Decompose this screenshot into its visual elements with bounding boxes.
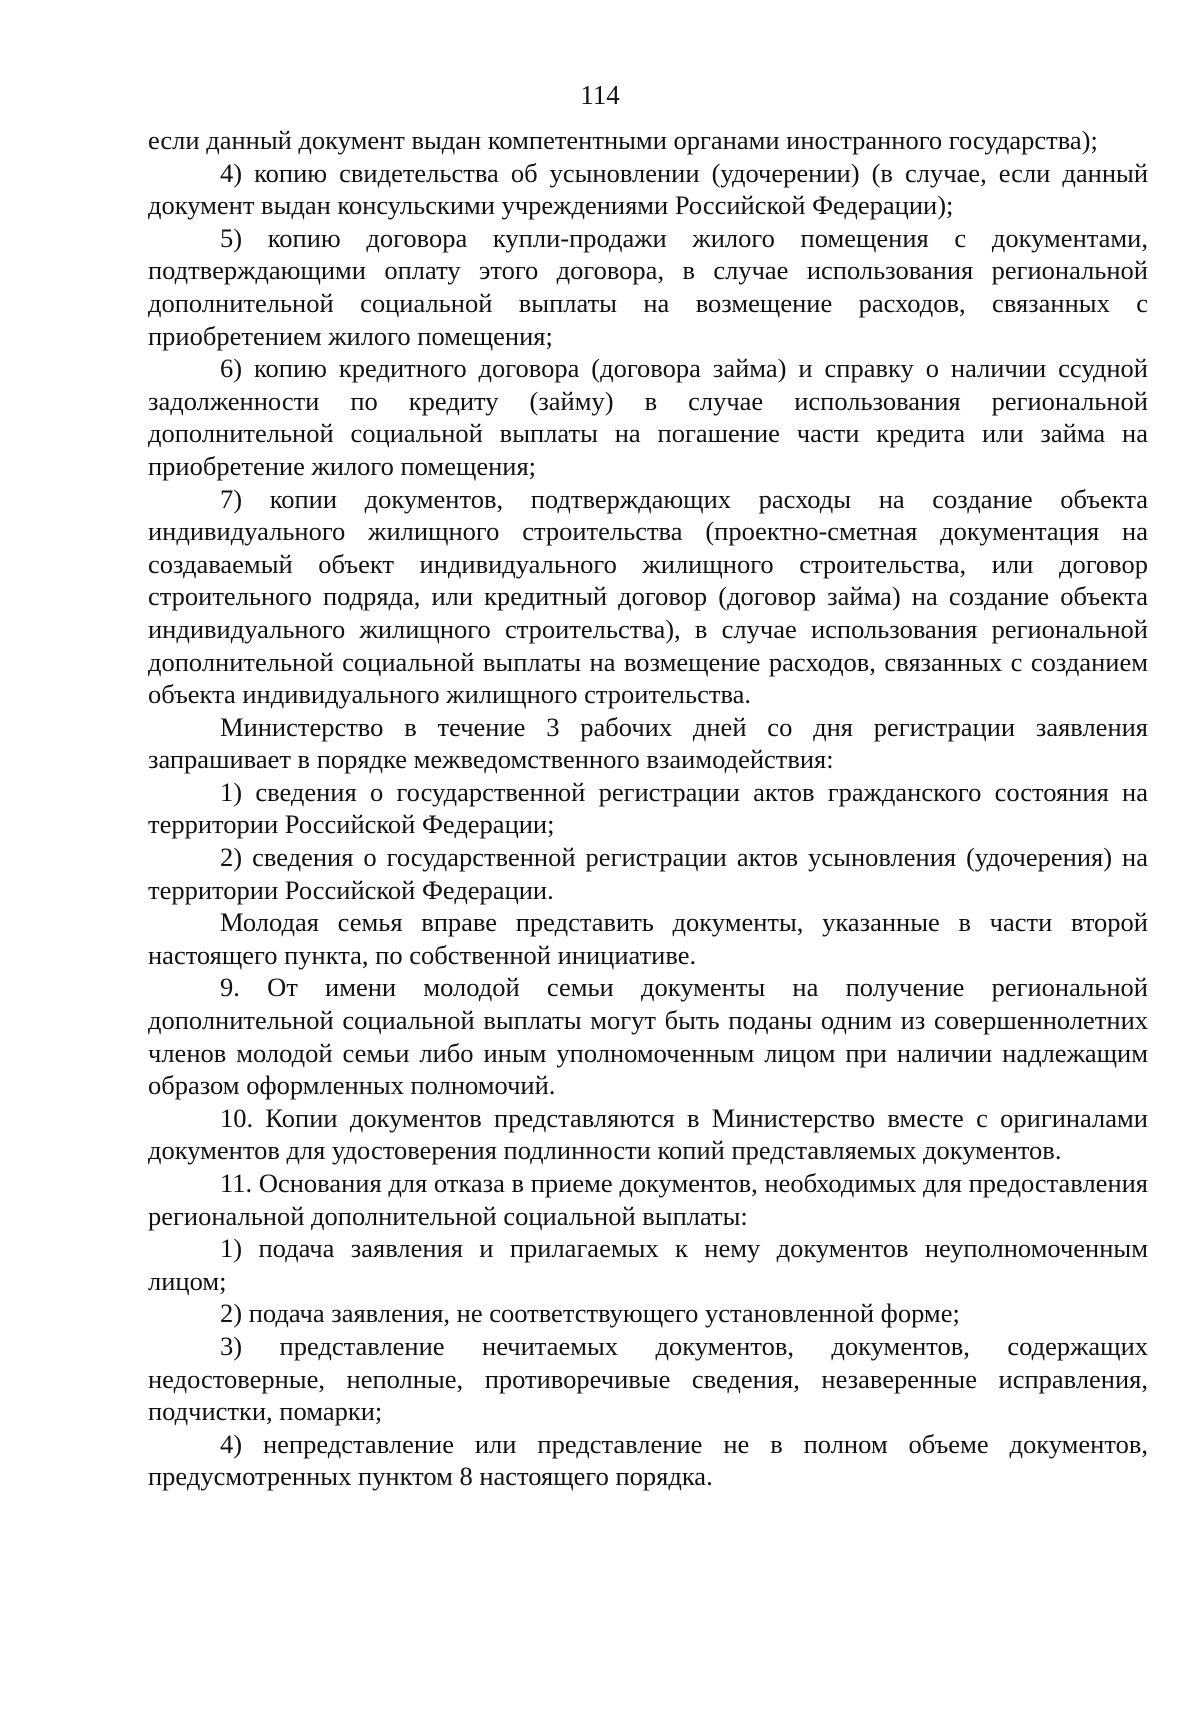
paragraph-clause-9: 9. От имени молодой семьи документы на получение региональной дополнительной социальной выплаты могут быть поданы одним из совершеннолетних членов молодой семьи либо иным уполномоченным лицом при наличии надлежащим образом оформленных полномочий. bbox=[148, 972, 1148, 1101]
paragraph-clause-11: 11. Основания для отказа в приеме документов, необходимых для предоставления региональной дополнительной социальной выплаты: bbox=[148, 1168, 1148, 1231]
paragraph-item-6-credit-contract: 6) копию кредитного договора (договора займа) и справку о наличии ссудной задолженности по кредиту (займу) в случае использования региональной дополнительной социальной выплаты на погашение части кредита или займа на приобретение жилого помещения; bbox=[148, 353, 1148, 481]
paragraph-continuation: если данный документ выдан компетентными органами иностранного государства); bbox=[148, 125, 1098, 155]
document-body bbox=[148, 124, 1148, 1493]
paragraph-refusal-item-2: 2) подача заявления, не соответствующего установленной форме; bbox=[220, 1298, 960, 1329]
paragraph-request-item-2: 2) сведения о государственной регистрации актов усыновления (удочерения) на территории Российской Федерации. bbox=[148, 842, 1148, 905]
paragraph-refusal-item-4: 4) непредставление или представление не в полном объеме документов, предусмотренных пунктом 8 настоящего порядка. bbox=[148, 1428, 1148, 1492]
paragraph-refusal-item-1: 1) подача заявления и прилагаемых к нему документов неуполномоченным лицом; bbox=[148, 1233, 1148, 1296]
page-number: 114 bbox=[580, 80, 620, 110]
paragraph-request-item-1: 1) сведения о государственной регистрации актов гражданского состояния на территории Российской Федерации; bbox=[148, 776, 1148, 840]
paragraph-item-4-adoption-certificate: 4) копию свидетельства об усыновлении (удочерении) (в случае, если данный документ выдан консульскими учреждениями Российской Федерации); bbox=[148, 157, 1148, 221]
paragraph-own-initiative: Молодая семья вправе представить документы, указанные в части второй настоящего пункта, по собственной инициативе. bbox=[148, 907, 1148, 970]
paragraph-refusal-item-3: 3) представление нечитаемых документов, документов, содержащих недостоверные, неполные, противоречивые сведения, незаверенные исправления, подчистки, помарки; bbox=[148, 1330, 1148, 1427]
paragraph-clause-10: 10. Копии документов представляются в Министерство вместе с оригиналами документов для удостоверения подлинности копий представляемых документов. bbox=[148, 1102, 1148, 1166]
paragraph-item-5-purchase-contract: 5) копию договора купли-продажи жилого помещения с документами, подтверждающими оплату этого договора, в случае использования региональной дополнительной социальной выплаты на возмещение расходов, связанных с приобретением жилого помещения; bbox=[148, 222, 1148, 351]
paragraph-ministry-request: Министерство в течение 3 рабочих дней со дня регистрации заявления запрашивает в порядке межведомственного взаимодействия: bbox=[148, 711, 1148, 775]
paragraph-item-7-construction-documents: 7) копии документов, подтверждающих расходы на создание объекта индивидуального жилищного строительства (проектно-сметная документация на создаваемый объект индивидуального жилищного строительства, или договор строительного подряда, или кредитный договор (договор займа) на создание объекта индивидуального жилищного строительства), в случае использования региональной дополнительной социальной выплаты на возмещение расходов, связанных с созданием объекта индивидуального жилищного строительства. bbox=[148, 483, 1148, 710]
